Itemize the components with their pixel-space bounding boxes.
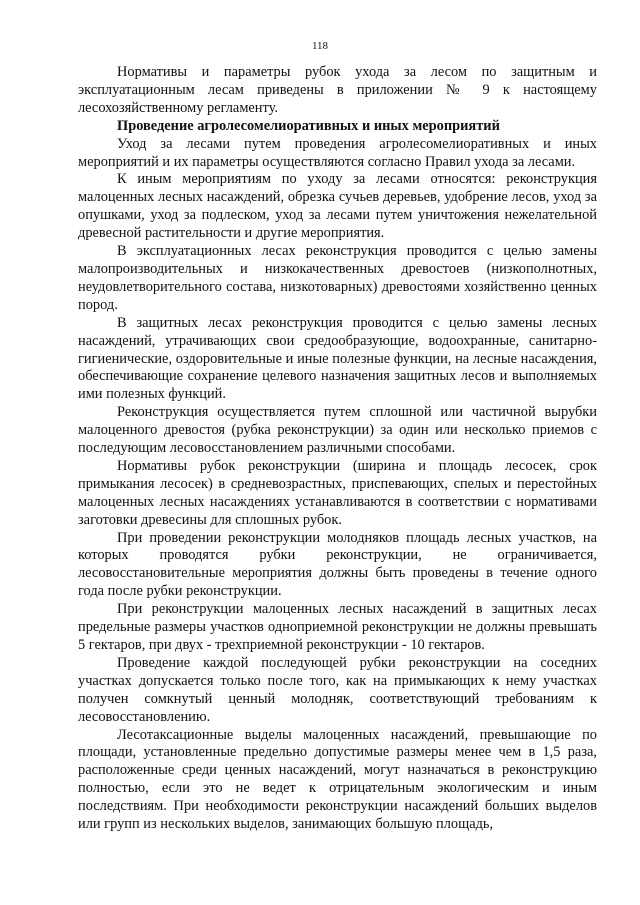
- section-heading: Проведение агролесомелиоративных и иных мероприятий: [117, 117, 500, 134]
- paragraph: Лесотаксационные выделы малоценных насаждений, превышающие по площади, установленные предельно допустимые размеры менее чем в 1,5 раза, расположенные среди ценных насаждений, могут назначаться в реконструкцию полностью, если это не ведет к отрицательным экологическим и иным последствиям. При необходимости реконструкции насаждений больших выделов или групп из нескольких выделов, занимающих большую площадь,: [78, 726, 597, 833]
- paragraph: При проведении реконструкции молодняков площадь лесных участков, на которых проводятся рубки реконструкции, не ограничивается, лесовосстановительные мероприятия должны быть проведены в течение одного года после рубки реконструкции.: [78, 529, 597, 600]
- paragraph: Реконструкция осуществляется путем сплошной или частичной вырубки малоценного древостоя (рубка реконструкции) за один или несколько приемов с последующим лесовосстановлением различными способами.: [78, 404, 597, 457]
- paragraph: В защитных лесах реконструкция проводится с целью замены лесных насаждений, утрачивающих свои средообразующие, водоохранные, санитарно-гигиенические, оздоровительные и иные полезные функции, на лесные насаждения, обеспечивающие сохранение целевого назначения защитных лесов и выполняемых ими полезных функций.: [78, 314, 597, 403]
- paragraph: К иным мероприятиям по уходу за лесами относятся: реконструкция малоценных лесных насаждений, обрезка сучьев деревьев, удобрение лесов, уход за опушками, уход за подлеском, уход за лесами путем уничтожения нежелательной древесной растительности и другие мероприятия.: [78, 171, 597, 242]
- paragraph: Проведение каждой последующей рубки реконструкции на соседних участках допускается только после того, как на примыкающих к нему участках получен сомкнутый ценный молодняк, соответствующий требованиям к лесовосстановлению.: [78, 654, 597, 725]
- paragraph: Нормативы рубок реконструкции (ширина и площадь лесосек, срок примыкания лесосек) в средневозрастных, приспевающих, спелых и перестойных малоценных лесных насаждениях устанавливаются в соответствии с нормативами заготовки древесины для сплошных рубок.: [78, 457, 597, 528]
- paragraph: Нормативы и параметры рубок ухода за лесом по защитным и эксплуатационным лесам приведены в приложении № 9 к настоящему лесохозяйственному регламенту.: [78, 64, 597, 116]
- paragraph: В эксплуатационных лесах реконструкция проводится с целью замены малопроизводительных и низкокачественных древостоев (низкополнотных, неудовлетворительного состава, низкотоварных) древостоями хозяйственно ценных пород.: [78, 243, 597, 313]
- paragraph: При реконструкции малоценных лесных насаждений в защитных лесах предельные размеры участков одноприемной реконструкции не должны превышать 5 гектаров, при двух - трехприемной реконструкции - 10 гектаров.: [78, 601, 597, 653]
- paragraph: Уход за лесами путем проведения агролесомелиоративных и иных мероприятий и их параметры осуществляются согласно Правил ухода за лесами.: [78, 135, 597, 170]
- page-body: [78, 64, 597, 834]
- page-number: 118: [311, 40, 329, 52]
